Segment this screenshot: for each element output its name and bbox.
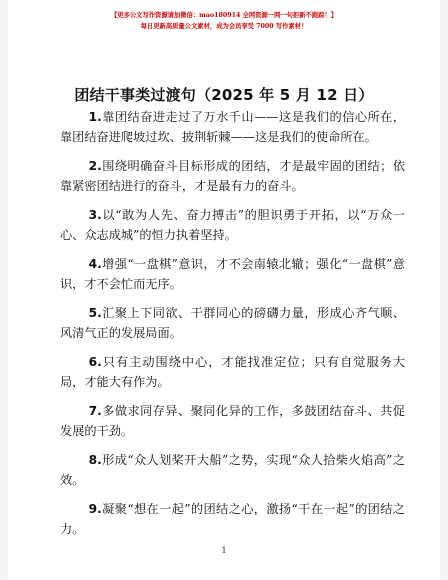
paragraph-4 (60, 254, 405, 294)
page-number: 1 (221, 546, 227, 555)
paragraph-text: 只有主动围绕中心，才能找准定位；只有自觉服务大局，才能大有作为。 (60, 355, 405, 389)
paragraph-number: 3. (88, 208, 102, 222)
paragraph-1 (60, 107, 405, 147)
paragraph-5 (60, 303, 405, 343)
paragraph-text: 形成“众人划桨开大船”之势，实现“众人拾柴火焰高”之效。 (60, 453, 405, 487)
paragraph-text: 增强“一盘棋”意识，才不会南辕北辙；强化“一盘棋”意识，才不会忙而无序。 (60, 257, 405, 291)
paragraph-number: 8. (88, 453, 102, 467)
paragraph-number: 7. (88, 404, 102, 418)
paragraph-text: 围绕明确奋斗目标形成的团结，才是最牢固的团结；依靠紧密团结进行的奋斗，才是最有力的奋斗。 (60, 159, 405, 193)
paragraph-7 (60, 401, 405, 441)
document-page (8, 0, 440, 580)
paragraph-6 (60, 352, 405, 392)
paragraph-9 (60, 499, 405, 539)
paragraph-text: 汇聚上下同欲、干群同心的磅礴力量，形成心齐气顺、风清气正的发展局面。 (60, 306, 405, 340)
header-banner (8, 10, 440, 32)
paragraph-text: 靠团结奋进走过了万水千山——这是我们的信心所在，靠团结奋进爬坡过坎、披荆斩棘——这是我们的使命所在。 (60, 110, 405, 144)
paragraph-text: 以“敢为人先、奋力搏击”的胆识勇于开拓，以“万众一心、众志成城”的恒力执着坚持。 (60, 208, 405, 242)
document-body (60, 107, 405, 548)
paragraph-2 (60, 156, 405, 196)
banner-line-2: 每日更新高质量公文素材，成为会员享受 7000 写作素材！ (140, 23, 308, 30)
paragraph-number: 2. (88, 159, 102, 173)
paragraph-number: 6. (88, 355, 102, 369)
paragraph-number: 4. (88, 257, 102, 271)
banner-line-1: 【更多公文写作资源请加微信：mao180914 全网资源一网一句拒新不跟踪！】 (110, 12, 338, 19)
document-title: 团结干事类过渡句（2025 年 5 月 12 日） (74, 86, 374, 104)
paragraph-3 (60, 205, 405, 245)
paragraph-number: 1. (88, 110, 102, 124)
paragraph-8 (60, 450, 405, 490)
paragraph-number: 9. (88, 502, 102, 516)
paragraph-text: 多做求同存异、聚同化异的工作，多鼓团结奋斗、共促发展的干劲。 (60, 404, 405, 438)
paragraph-number: 5. (88, 306, 102, 320)
paragraph-text: 凝聚“想在一起”的团结之心，激扬“干在一起”的团结之力。 (60, 502, 405, 536)
